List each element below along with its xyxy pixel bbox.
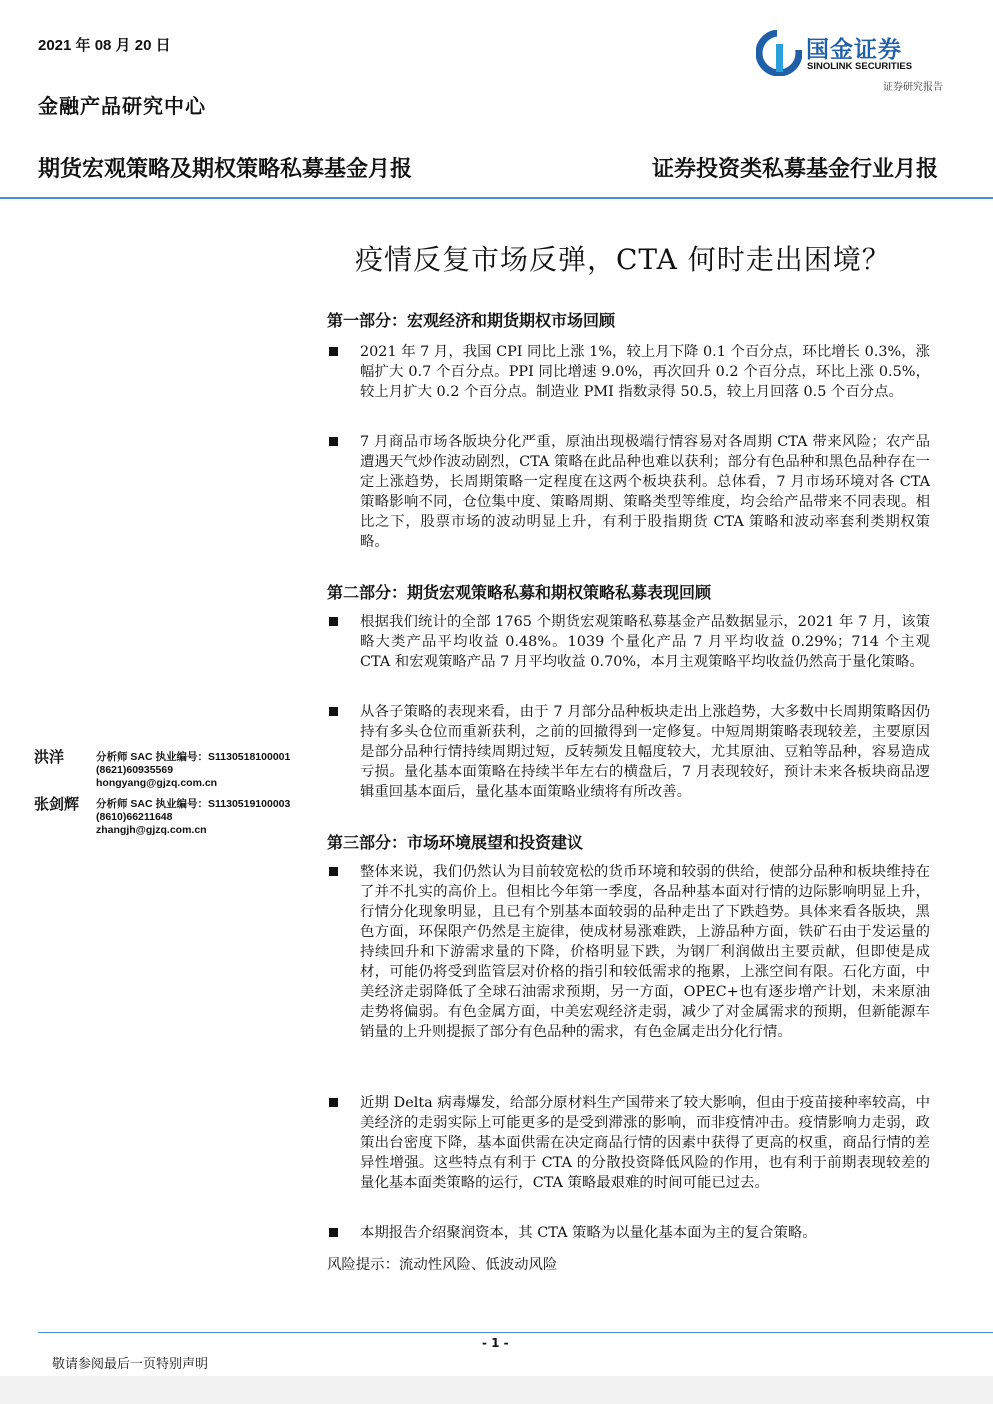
section-3-bullets [327,862,930,1042]
analyst-name: 张剑辉 [34,795,80,813]
page-title: 疫情反复市场反弹，CTA 何时走出困境？ [355,243,891,276]
bullet-item: 2021 年 7 月，我国 CPI 同比上涨 1%，较上月下降 0.1 个百分点，环比增长 0.3%，涨幅扩大 0.7 个百分点。PPI 同比增速 9.0%，再次回升 0.2 个百分点，环比上涨 0.5%，较上月扩大 0.2 个百分点。制造业 PMI 指数录得 50.5，较上月回落 0.5 个百分点。 [327,342,930,402]
section-heading-1: 第一部分：宏观经济和期货期权市场回顾 [327,311,616,330]
bullet-item: 本期报告介绍聚润资本，其 CTA 策略为以量化基本面为主的复合策略。 [327,1223,930,1243]
footer-divider [38,1332,993,1333]
sinolink-logo-icon [756,30,802,76]
analyst-phone: (8610)66211648 [96,811,173,823]
bullet-square-icon [329,1098,338,1107]
header-divider [0,197,993,199]
bullet-square-icon [329,867,338,876]
analyst-contact [96,798,290,837]
page-number: - 1 - [482,1336,509,1350]
risk-note: 风险提示：流动性风险、低波动风险 [327,1257,558,1273]
bullet-square-icon [329,347,338,356]
brand-name-cn: 国金证券 [806,37,902,63]
analyst-email[interactable]: zhangjh@gjzq.com.cn [96,824,207,836]
bullet-square-icon [329,437,338,446]
bullet-item: 近期 Delta 病毒爆发，给部分原材料生产国带来了较大影响，但由于疫苗接种率较高，中美经济的走弱实际上可能更多的是受到滞涨的影响，而非疫情冲击。疫情影响力走弱，政策出台密度下降，基本面供需在决定商品行情的因素中获得了更高的权重，商品行情的差异性增强。这些特点有利于 CTA 的分散投资降低风险的作用，也有利于前期表现较差的量化基本面类策略的运行，CTA 策略最艰难的时间可能已过去。 [327,1093,930,1193]
section-1-bullets [327,342,930,402]
section-2-bullets [327,612,930,672]
research-center: 金融产品研究中心 [38,94,206,118]
bullet-item: 从各子策略的表现来看，由于 7 月部分品种板块走出上涨趋势，大多数中长周期策略因仍持有多头仓位而重新获利，之前的回撤得到一定修复。中短周期策略表现较差，主要原因是部分品种行情持续周期过短，反转频发且幅度较大，尤其原油、豆粕等品种，容易造成亏损。量化基本面策略在持续半年左右的横盘后，7 月表现较好，预计未来各板块商品逻辑重回基本面后，量化基本面策略业绩将有所改善。 [327,702,930,802]
section-3-bullets-b [327,1093,930,1193]
report-date: 2021 年 08 月 20 日 [38,37,171,54]
brand-name-en: SINOLINK SECURITIES [807,61,913,72]
analyst-email[interactable]: hongyang@gjzq.com.cn [96,777,218,789]
report-type: 证券投资类私募基金行业月报 [651,156,938,182]
analyst-contact [96,751,290,790]
report-name: 期货宏观策略及期权策略私募基金月报 [38,157,413,182]
bullet-square-icon [329,617,338,626]
footer-disclaimer: 敬请参阅最后一页特别声明 [52,1357,209,1372]
section-heading-2: 第二部分：期货宏观策略私募和期权策略私募表现回顾 [327,583,712,602]
company-logo [756,30,956,75]
analyst-phone: (8621)60935569 [96,764,174,776]
bullet-square-icon [329,707,338,716]
analyst-name: 洪洋 [34,748,65,766]
section-2-bullets-b [327,702,930,802]
analyst-sac: 分析师 SAC 执业编号：S1130518100001 [96,751,291,763]
section-3-bullets-c [327,1223,930,1243]
footer-band [0,1376,993,1404]
analyst-sac: 分析师 SAC 执业编号：S1130519100003 [96,798,291,810]
report-category: 证券研究报告 [883,82,943,93]
bullet-item: 根据我们统计的全部 1765 个期货宏观策略私募基金产品数据显示，2021 年 7 月，该策略大类产品平均收益 0.48%。1039 个量化产品 7 月平均收益 0.29%；714 个主观 CTA 和宏观策略产品 7 月平均收益 0.70%，本月主观策略平均收益仍然高于量化策略。 [327,612,930,672]
bullet-square-icon [329,1228,338,1237]
bullet-item: 7 月商品市场各版块分化严重，原油出现极端行情容易对各周期 CTA 带来风险；农产品遭遇天气炒作波动剧烈，CTA 策略在此品种也难以获利；部分有色品种和黑色品种存在一定上涨趋势，长周期策略一定程度在这两个板块获利。总体看，7 月市场环境对各 CTA 策略影响不同，仓位集中度、策略周期、策略类型等维度，均会给产品带来不同表现。相比之下，股票市场的波动明显上升，有利于股指期货 CTA 策略和波动率套利类期权策略。 [327,432,930,552]
section-heading-3: 第三部分：市场环境展望和投资建议 [327,833,584,852]
section-1-bullets-b [327,432,930,552]
bullet-item: 整体来说，我们仍然认为目前较宽松的货币环境和较弱的供给，使部分品种和板块维持在了并不扎实的高价上。但相比今年第一季度，各品种基本面对行情的边际影响明显上升，行情分化现象明显，且已有个别基本面较弱的品种走出了下跌趋势。具体来看各版块，黑色方面，环保限产仍然是主旋律，使成材易涨难跌，上游品种方面，铁矿石由于发运量的持续回升和下游需求量的下降，价格明显下跌，为钢厂利润做出主要贡献，但即使是成材，可能仍将受到监管层对价格的指引和较低需求的拖累，上涨空间有限。石化方面，中美经济走弱降低了全球石油需求预期，另一方面，OPEC+也有逐步增产计划，未来原油走势将偏弱。有色金属方面，中美宏观经济走弱，减少了对金属需求的预期，但新能源车销量的上升则提振了部分有色品种的需求，有色金属走出分化行情。 [327,862,930,1042]
